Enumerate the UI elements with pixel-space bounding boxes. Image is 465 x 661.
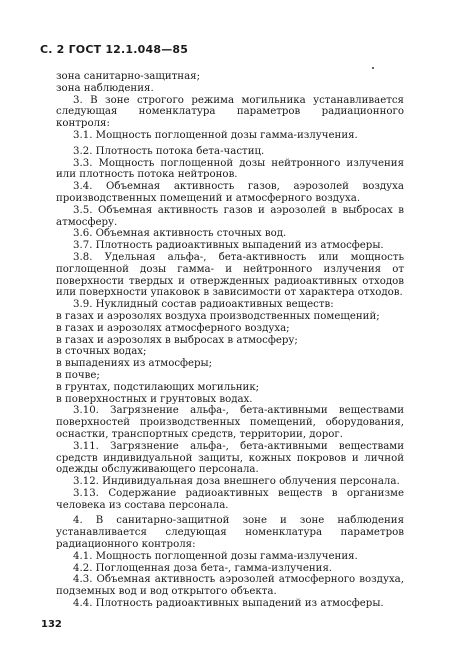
paragraph: 4.4. Плотность радиоактивных выпадений из атмосферы. [73,598,384,610]
paragraph: в сточных водах; [56,346,147,358]
paragraph: 3.11. Загрязнение альфа-, бета-активными веществами средств индивидуальной защиты, кожных покровов и личной одежды обслуживающего персонала. [56,440,404,476]
paragraph: в почве; [56,369,100,381]
paragraph: 3.3. Мощность поглощенной дозы нейтронного излучения или плотность потока нейтронов. [56,157,404,181]
print-speck [372,67,374,69]
paragraph: зона санитарно-защитная; [56,71,200,82]
paragraph: 3.10. Загрязнение альфа-, бета-активными веществами поверхностей производственных помещений, оборудования, оснастки, транспортных средств, территории, дорог. [56,405,404,440]
paragraph: в поверхностных и грунтовых водах. [56,393,253,405]
paragraph: в газах и аэрозолях в выбросах в атмосферу; [56,334,298,346]
paragraph: 4.1. Мощность поглощенной дозы гамма-излучения. [73,550,358,562]
paragraph: в газах и аэрозолях воздуха производственных помещений; [56,310,380,322]
paragraph: 3.5. Объемная активность газов и аэрозолей в выбросах в атмосферу. [56,204,404,228]
paragraph: 3.4. Объемная активность газов, аэрозолей воздуха производственных помещений и атмосферного воздуха. [56,181,404,204]
paragraph: зона наблюдения. [56,82,154,94]
paragraph: 3.8. Удельная альфа-, бета-активность или мощность поглощенной дозы гамма- и нейтронного излучения от поверхности твердых и отвержденных радиоактивных отходов или поверхности упаковок в зависимости от характера отходов. [56,251,404,299]
paragraph: 3. В зоне строгого режима могильника устанавливается следующая номенклатура параметров радиационного контроля: [56,94,404,130]
paragraph: в выпадениях из атмосферы; [56,358,213,370]
page-number: 132 [41,619,62,630]
paragraph: 3.6. Объемная активность сточных вод. [73,228,287,240]
paragraph: в грунтах, подстилающих могильник; [56,381,260,393]
paragraph: 3.12. Индивидуальная доза внешнего облучения персонала. [73,476,400,488]
paragraph: 3.7. Плотность радиоактивных выпадений из атмосферы. [73,240,384,252]
paragraph: 4. В санитарно-защитной зоне и зоне наблюдения устанавливается следующая номенклатура параметров радиационного контроля: [56,515,404,551]
paragraph: 4.2. Поглощенная доза бета-, гамма-излучения. [73,562,333,574]
paragraph: 3.1. Мощность поглощенной дозы гамма-излучения. [73,129,358,141]
paragraph: 3.9. Нуклидный состав радиоактивных веществ: [73,299,334,311]
paragraph: в газах и аэрозолях атмосферного воздуха; [56,322,290,334]
paragraph: 3.2. Плотность потока бета-частиц. [73,145,265,157]
page-header: С. 2 ГОСТ 12.1.048—85 [40,43,189,56]
body-text [56,71,404,610]
paragraph: 3.13. Содержание радиоактивных веществ в организме человека из состава персонала. [56,487,404,511]
paragraph: 4.3. Объемная активность аэрозолей атмосферного воздуха, подземных вод и вод открытого объекта. [56,574,404,598]
